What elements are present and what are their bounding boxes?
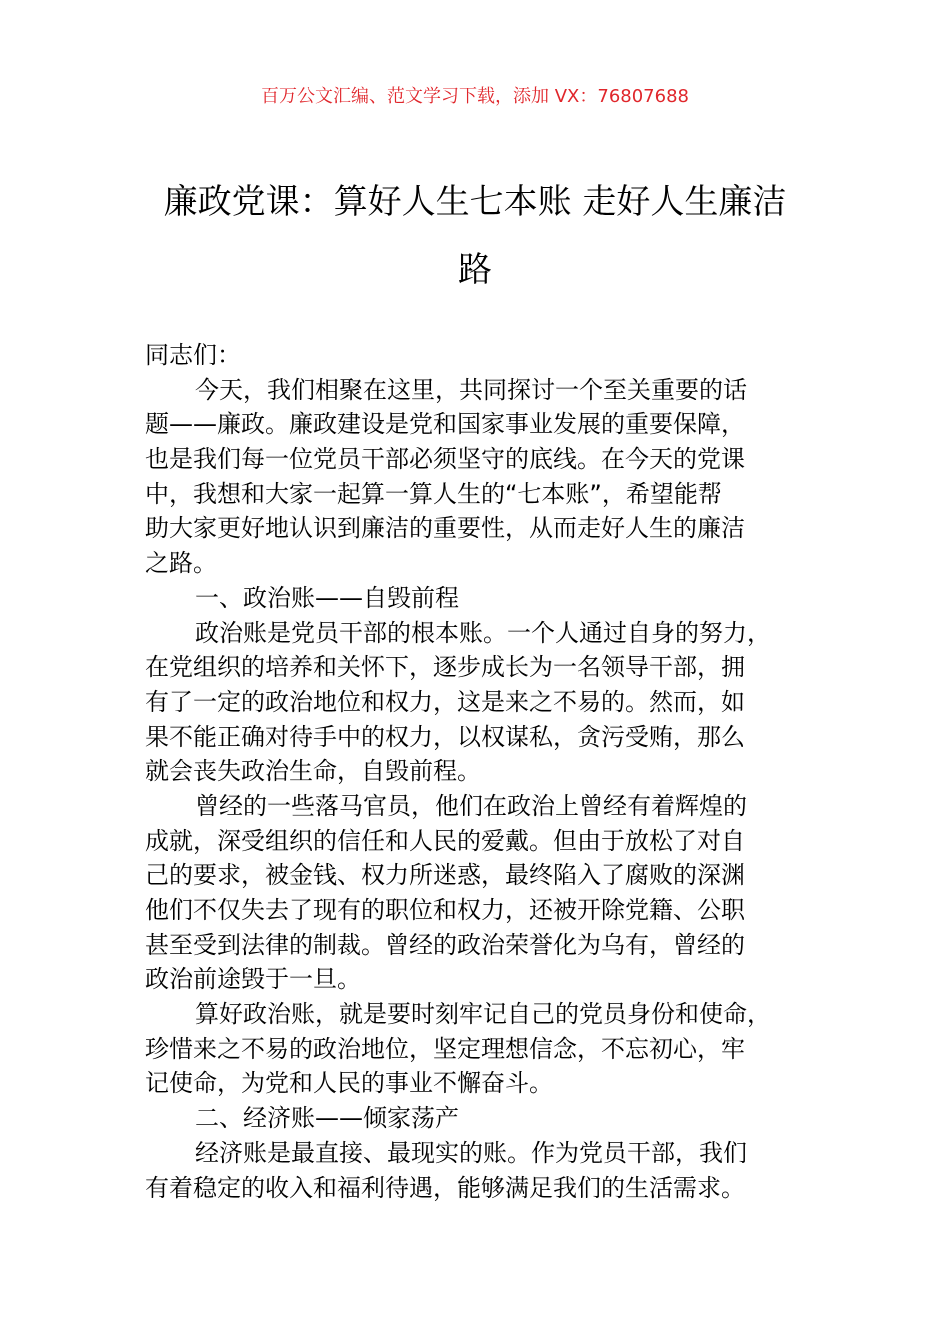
text-line: 政治账是党员干部的根本账。一个人通过自身的努力，	[195, 618, 771, 647]
text-line: 经济账是最直接、最现实的账。作为党员干部，我们	[195, 1138, 747, 1167]
text-line: 甚至受到法律的制裁。曾经的政治荣誉化为乌有，曾经的	[145, 930, 745, 959]
paragraph	[145, 1136, 845, 1205]
text-line: 一、政治账——自毁前程	[195, 583, 459, 612]
section-heading	[145, 581, 845, 616]
header-banner: 百万公文汇编、范文学习下载，添加 VX：76807688	[261, 86, 689, 107]
text-line: 今天，我们相聚在这里，共同探讨一个至关重要的话	[195, 375, 747, 404]
text-line: 助大家更好地认识到廉洁的重要性，从而走好人生的廉洁	[145, 514, 745, 543]
text-line: 就会丧失政治生命，自毁前程。	[145, 757, 481, 786]
document-title-line-2: 路	[458, 250, 492, 290]
text-line: 政治前途毁于一旦。	[145, 965, 361, 994]
text-line: 中，我想和大家一起算一算人生的“七本账”，希望能帮	[145, 479, 722, 508]
text-line: 曾经的一些落马官员，他们在政治上曾经有着辉煌的	[195, 791, 747, 820]
text-line: 有了一定的政治地位和权力，这是来之不易的。然而，如	[145, 687, 745, 716]
paragraph	[145, 616, 845, 789]
text-line: 之路。	[145, 549, 217, 578]
text-line: 成就，深受组织的信任和人民的爱戴。但由于放松了对自	[145, 826, 745, 855]
section-heading	[145, 1101, 845, 1136]
paragraph	[145, 997, 845, 1101]
paragraphs	[145, 373, 845, 1206]
paragraph	[145, 789, 845, 997]
text-line: 算好政治账，就是要时刻牢记自己的党员身份和使命，	[195, 1000, 771, 1029]
text-line: 记使命，为党和人民的事业不懈奋斗。	[145, 1069, 553, 1098]
text-line: 己的要求，被金钱、权力所迷惑，最终陷入了腐败的深渊	[145, 861, 745, 890]
text-line: 珍惜来之不易的政治地位，坚定理想信念，不忘初心，牢	[145, 1034, 745, 1063]
document-title-line-1: 廉政党课：算好人生七本账 走好人生廉洁	[163, 182, 787, 222]
text-line: 二、经济账——倾家荡产	[195, 1104, 459, 1133]
text-line: 在党组织的培养和关怀下，逐步成长为一名领导干部，拥	[145, 653, 745, 682]
text-line: 题——廉政。廉政建设是党和国家事业发展的重要保障，	[145, 410, 745, 439]
paragraph	[145, 373, 845, 581]
salutation: 同志们：	[145, 341, 241, 369]
text-line: 果不能正确对待手中的权力，以权谋私，贪污受贿，那么	[145, 722, 745, 751]
text-line: 也是我们每一位党员干部必须坚守的底线。在今天的党课	[145, 445, 745, 474]
text-line: 他们不仅失去了现有的职位和权力，还被开除党籍、公职	[145, 896, 745, 924]
document-body	[145, 338, 845, 1205]
text-line: 有着稳定的收入和福利待遇，能够满足我们的生活需求。	[145, 1173, 745, 1202]
